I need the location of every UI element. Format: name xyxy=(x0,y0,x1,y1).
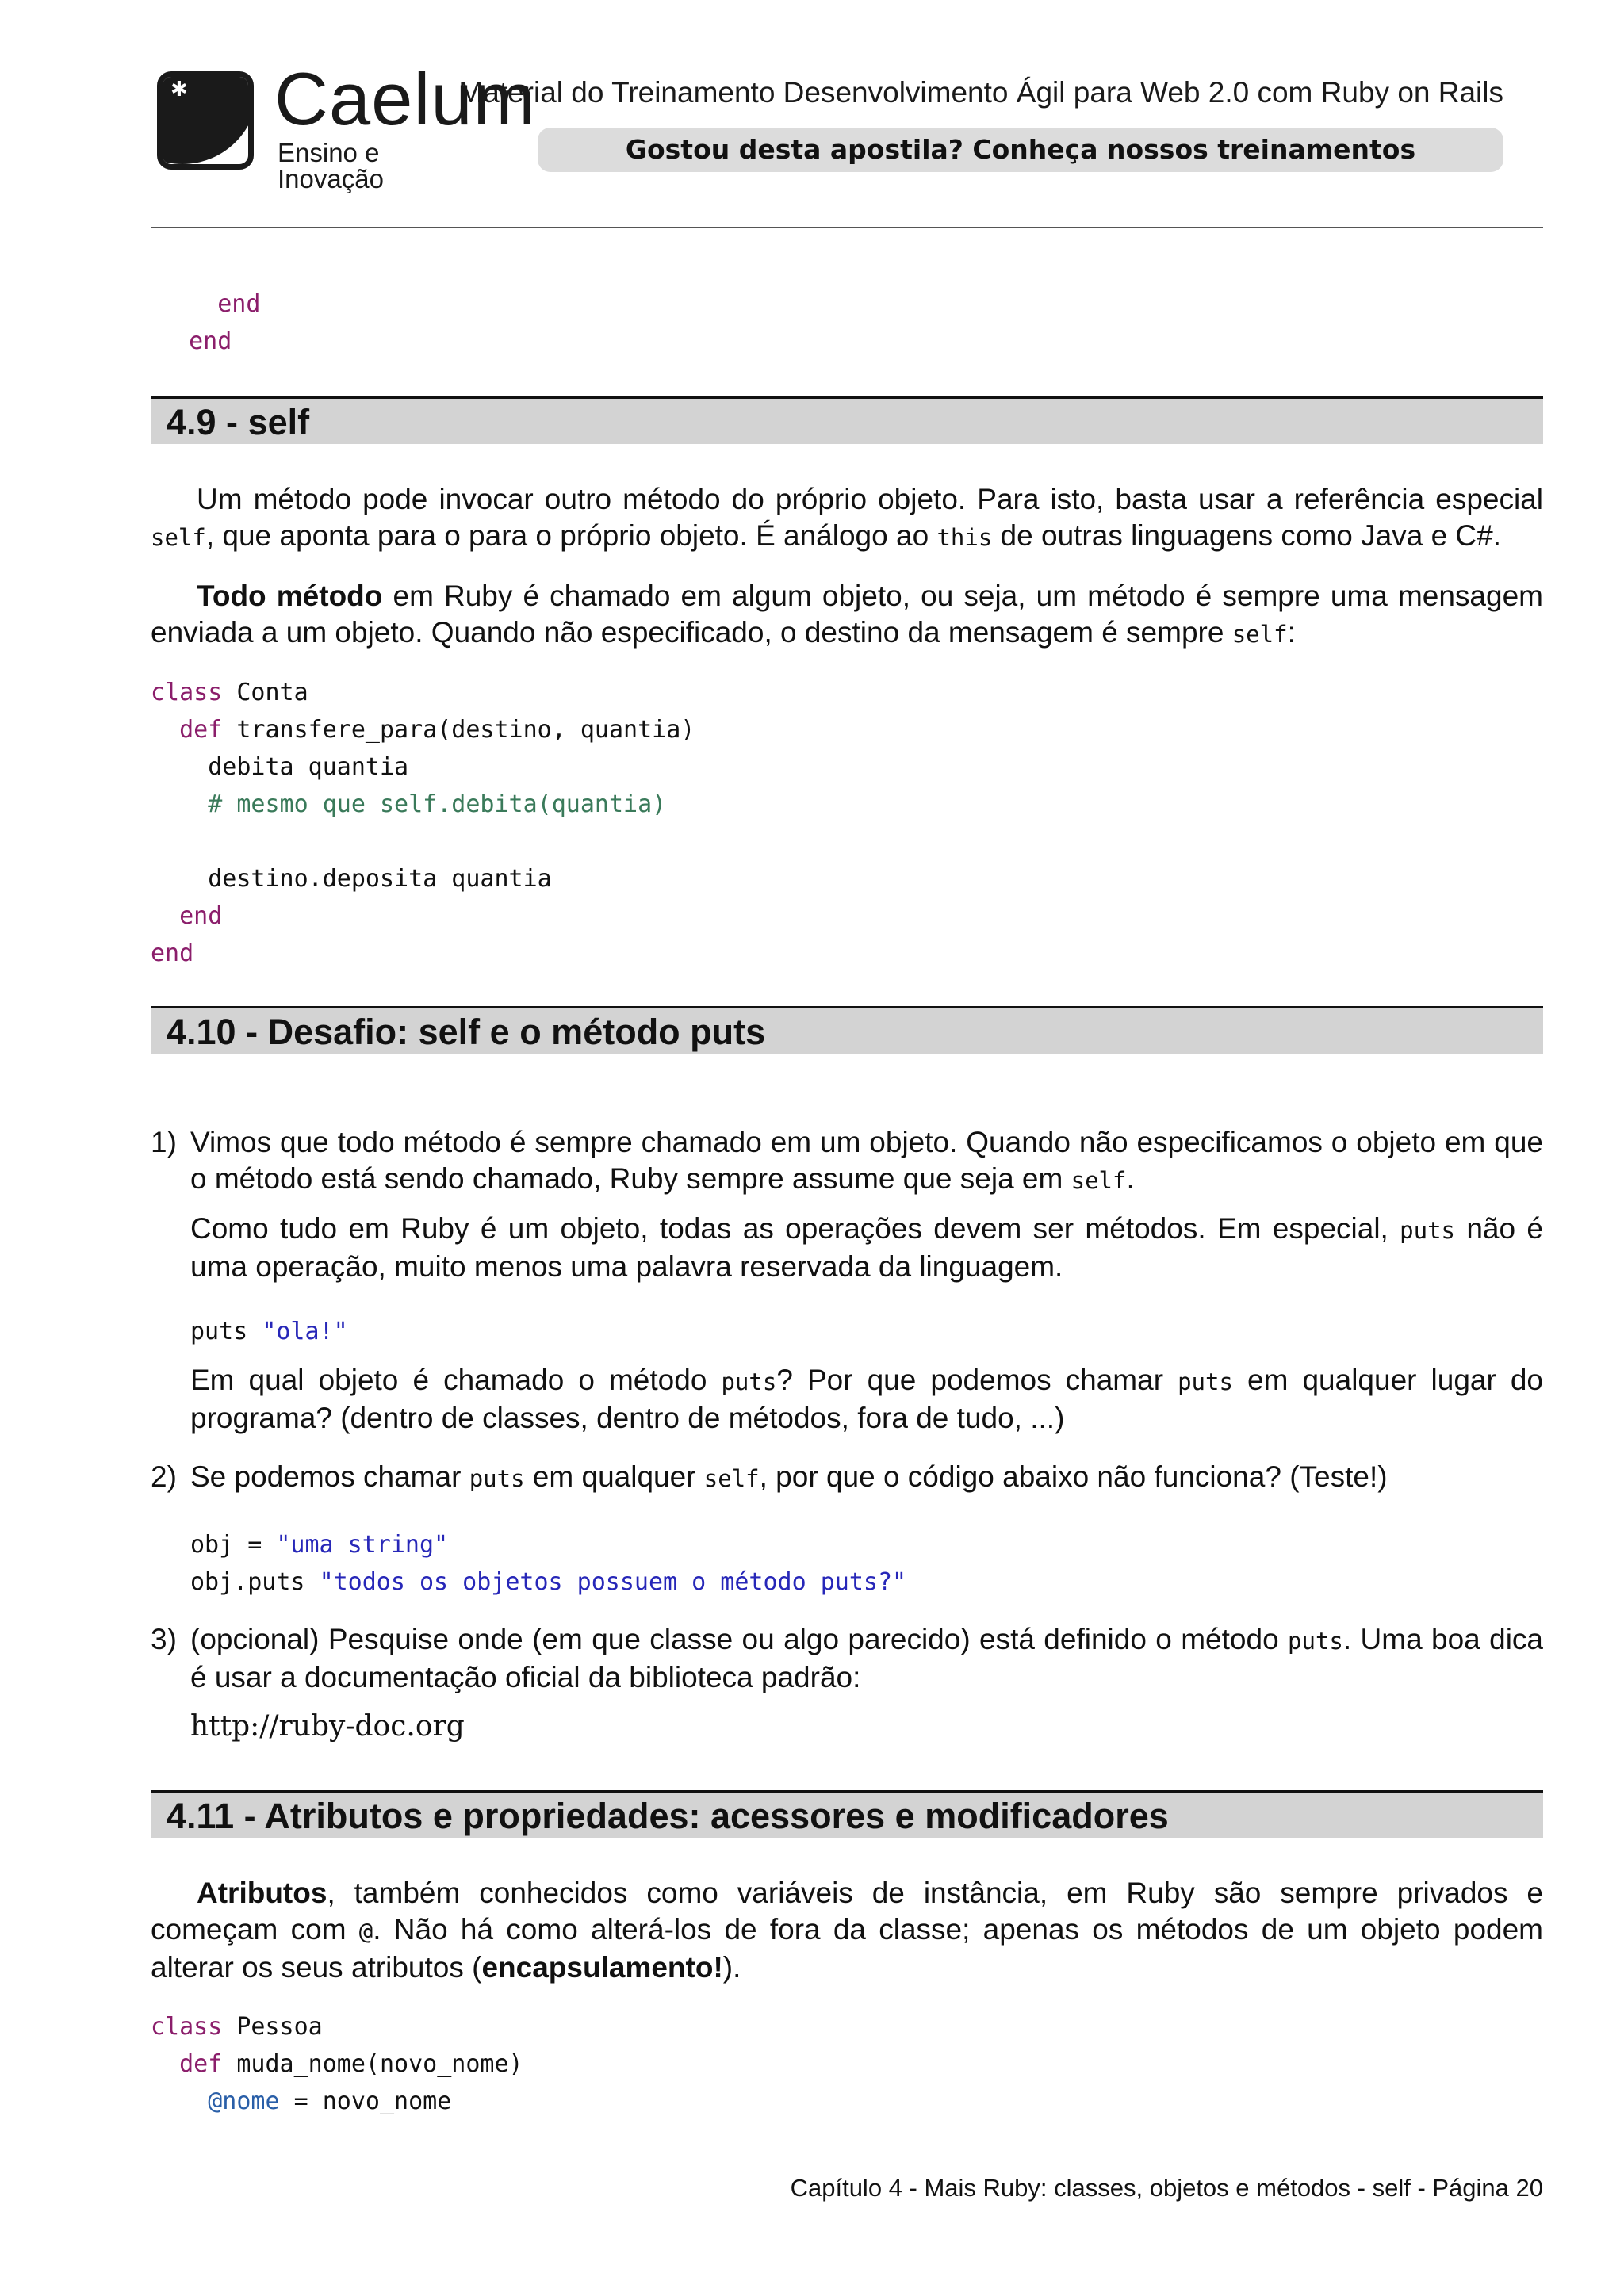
list-number: 3) xyxy=(151,1623,177,1655)
code-string: "todos os objetos possuem o método puts?" xyxy=(319,1568,907,1596)
code-string: "ola!" xyxy=(262,1318,348,1345)
paragraph-atributos: Atributos, também conhecidos como variáveis de instância, em Ruby são sempre privados e começam com @. Não há como alterá-los de fora da classe; apenas os métodos de um objeto podem alterar os seus atributos (encapsulamento!). xyxy=(151,1877,1543,1984)
code-keyword: end xyxy=(189,327,232,355)
inline-code: puts xyxy=(1400,1217,1455,1244)
code-instance-variable: @nome xyxy=(208,2087,280,2115)
code-block-puts: puts "ola!" xyxy=(190,1318,348,1345)
course-title: Material do Treinamento Desenvolvimento Ágil para Web 2.0 com Ruby on Rails xyxy=(458,76,1503,109)
paragraph-self-intro: Um método pode invocar outro método do próprio objeto. Para isto, basta usar a referência especial self, que aponta para o para o próprio objeto. É análogo ao this de outras linguagens como Java e C#. xyxy=(151,483,1543,552)
code-block-conta: class Conta def transfere_para(destino, quantia) debita quantia # mesmo que self.debita(quantia) destino.deposita quantia end end xyxy=(151,679,695,967)
logo-tagline: Ensino e Inovação xyxy=(278,138,384,193)
section-title: 4.10 - Desafio: self e o método puts xyxy=(167,1012,766,1052)
list-item-1-text: Vimos que todo método é sempre chamado em um objeto. Quando não especificamos o objeto em que o método está sendo chamado, Ruby sempre assume que seja em self. xyxy=(190,1126,1543,1195)
promo-banner[interactable]: Gostou desta apostila? Conheça nossos treinamentos xyxy=(538,128,1503,172)
inline-code: puts xyxy=(721,1368,777,1395)
section-heading-4-11 xyxy=(151,1790,1543,1838)
logo-name: Caelum xyxy=(274,57,536,140)
code-block-obj-puts: obj = "uma string" obj.puts "todos os objetos possuem o método puts?" xyxy=(190,1531,907,1596)
inline-code: this xyxy=(936,524,993,551)
code-block-continuation xyxy=(160,285,260,360)
bold-text: Todo método xyxy=(197,580,383,612)
inline-code: puts xyxy=(1288,1628,1343,1655)
ruby-doc-link[interactable]: http://ruby-doc.org xyxy=(190,1710,465,1743)
caelum-logo xyxy=(157,57,536,193)
code-keyword: end xyxy=(217,290,261,318)
list-item-1-question: Em qual objeto é chamado o método puts? Por que podemos chamar puts em qualquer lugar do programa? (dentro de classes, dentro de métodos, fora de tudo, ...) xyxy=(190,1364,1544,1434)
header-divider xyxy=(151,227,1543,228)
paragraph-todo-metodo: Todo método em Ruby é chamado em algum objeto, ou seja, um método é sempre uma mensagem enviada a um objeto. Quando não especificado, o destino da mensagem é sempre self: xyxy=(151,580,1543,649)
list-item-1-text-2: Como tudo em Ruby é um objeto, todas as operações devem ser métodos. Em especial, puts não é uma operação, muito menos uma palavra reservada da linguagem. xyxy=(190,1212,1543,1283)
section-title: 4.9 - self xyxy=(167,402,310,442)
inline-code: self xyxy=(1071,1167,1127,1194)
list-number: 2) xyxy=(151,1460,177,1493)
inline-code: puts xyxy=(469,1465,525,1492)
inline-code: self xyxy=(703,1465,760,1492)
bold-text: Atributos xyxy=(197,1877,327,1909)
list-item-2-text: Se podemos chamar puts em qualquer self, por que o código abaixo não funciona? (Teste!) xyxy=(190,1460,1388,1493)
inline-code: self xyxy=(151,524,206,551)
logo-mark-icon: ✱ xyxy=(157,71,254,170)
page-footer: Capítulo 4 - Mais Ruby: classes, objetos e métodos - self - Página 20 xyxy=(790,2174,1543,2202)
section-heading-4-10 xyxy=(151,1006,1543,1054)
inline-code: puts xyxy=(1178,1368,1233,1395)
bold-text: encapsulamento! xyxy=(481,1951,723,1984)
code-block-pessoa: class Pessoa def muda_nome(novo_nome) @nome = novo_nome xyxy=(151,2013,523,2115)
code-comment: # mesmo que self.debita(quantia) xyxy=(208,790,667,818)
section-title: 4.11 - Atributos e propriedades: acessores e modificadores xyxy=(167,1796,1169,1836)
inline-code: @ xyxy=(358,1918,373,1945)
inline-code: self xyxy=(1231,621,1288,648)
section-heading-4-9 xyxy=(151,396,1543,444)
list-number: 1) xyxy=(151,1126,177,1158)
code-string: "uma string" xyxy=(276,1531,449,1559)
list-item-3-text: (opcional) Pesquise onde (em que classe ou algo parecido) está definido o método puts. Uma boa dica é usar a documentação oficial da biblioteca padrão: xyxy=(190,1623,1543,1693)
